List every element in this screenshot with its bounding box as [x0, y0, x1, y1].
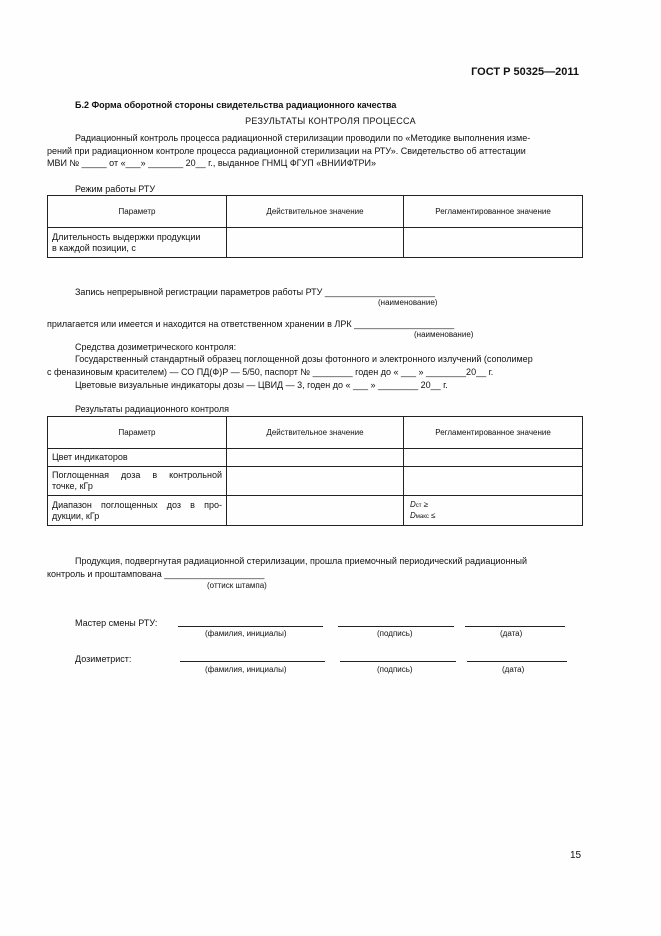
dosimetrist-signature-line[interactable] [340, 661, 456, 662]
table2-cell-range-regulated[interactable] [404, 496, 583, 526]
registration-line-2: прилагается или имеется и находится на ответственном хранении в ЛРК ____________________ [47, 319, 455, 329]
dose-max-subscript: макс [415, 513, 429, 520]
dosimetrist-date-caption: (дата) [502, 665, 525, 674]
dose-max-sign: ≤ [431, 510, 436, 520]
dose-max-symbol: D [410, 510, 416, 520]
registration-line-1: Запись непрерывной регистрации параметров работы РТУ ______________________ [75, 287, 436, 297]
table2-cell-dose-actual[interactable] [227, 467, 404, 496]
intro-line-3: МВИ № _____ от «___» _______ 20__ г., выданное ГНМЦ ФГУП «ВНИИФТРИ» [47, 158, 377, 168]
registration-caption-1: (наименование) [378, 298, 438, 307]
dosimetrist-name-line[interactable] [180, 661, 325, 662]
stamp-caption: (оттиск штампа) [207, 581, 267, 590]
conclusion-line-1: Продукция, подвергнутая радиационной стерилизации, прошла приемочный периодический радиационный [75, 556, 527, 566]
dosimetrist-date-line[interactable] [467, 661, 567, 662]
table2-row-dose-range-line2: дукции, кГр [52, 510, 100, 521]
table2-row-indicator-color: Цвет индикаторов [48, 449, 227, 467]
table2-cell-range-actual[interactable] [227, 496, 404, 526]
table2-header-actual: Действительное значение [227, 417, 404, 449]
conclusion-line-2: контроль и проштампована ____________________ [47, 569, 265, 579]
dosimetry-line-3: Цветовые визуальные индикаторы дозы — ЦВИД — 3, годен до « ___ » ________ 20__ г. [75, 380, 448, 390]
table1-row-exposure-line2: в каждой позиции, с [52, 242, 136, 253]
table2-cell-dose-regulated[interactable] [404, 467, 583, 496]
table2-cell-color-regulated[interactable] [404, 449, 583, 467]
table1-row-exposure [48, 228, 227, 258]
table2-header-regulated: Регламентированное значение [404, 417, 583, 449]
table1-header-regulated: Регламентированное значение [404, 196, 583, 228]
master-signature-line[interactable] [338, 626, 454, 627]
table2-header-param: Параметр [48, 417, 227, 449]
dose-min-expression [410, 500, 578, 511]
table-control-results [47, 416, 583, 526]
table-rtu-mode [47, 195, 583, 258]
master-label: Мастер смены РТУ: [75, 618, 158, 628]
standard-number: ГОСТ Р 50325—2011 [471, 66, 579, 78]
table2-cell-color-actual[interactable] [227, 449, 404, 467]
table1-header-param: Параметр [48, 196, 227, 228]
table2-row-dose-range [48, 496, 227, 526]
table1-row-exposure-line1: Длительность выдержки продукции [52, 231, 201, 242]
dosimetrist-sign-caption: (подпись) [377, 665, 413, 674]
dose-min-sign: ≥ [423, 499, 429, 509]
table1-cell-regulated[interactable] [404, 228, 583, 258]
table2-label: Результаты радиационного контроля [75, 404, 229, 414]
master-name-line[interactable] [178, 626, 323, 627]
table2-row-absorbed-dose-line1: Поглощенная доза в контрольной [52, 470, 222, 480]
master-name-caption: (фамилия, инициалы) [205, 629, 287, 638]
registration-caption-2: (наименование) [414, 330, 474, 339]
dosimetry-line-2: с феназиновым красителем) — СО ПД(Ф)Р — 5/50, паспорт № ________ годен до « ___ » ________20__ г. [47, 367, 494, 377]
dosimetrist-label: Дозиметрист: [75, 654, 132, 664]
table1-cell-actual[interactable] [227, 228, 404, 258]
dosimetry-line-1: Государственный стандартный образец поглощенной дозы фотонного и электронного излучений (сополимер [75, 354, 533, 364]
page-number: 15 [570, 850, 582, 861]
master-date-line[interactable] [465, 626, 565, 627]
dosimetrist-name-caption: (фамилия, инициалы) [205, 665, 287, 674]
dose-min-symbol: D [410, 499, 416, 509]
master-sign-caption: (подпись) [377, 629, 413, 638]
dosimetry-title: Средства дозиметрического контроля: [75, 342, 237, 352]
table2-row-absorbed-dose-line2: точке, кГр [52, 481, 93, 491]
master-date-caption: (дата) [500, 629, 523, 638]
table2-row-dose-range-line1: Диапазон поглощенных доз в про- [52, 499, 222, 510]
section-title: Б.2 Форма оборотной стороны свидетельства радиационного качества [75, 100, 397, 110]
intro-line-2: рений при радиационном контроле процесса радиационной стерилизации на РТУ». Свидетельство об аттестации [47, 146, 526, 156]
section-subtitle: РЕЗУЛЬТАТЫ КОНТРОЛЯ ПРОЦЕССА [245, 116, 416, 126]
dose-min-subscript: ст [415, 502, 422, 509]
table2-row-absorbed-dose [48, 467, 227, 496]
dose-max-expression [410, 511, 578, 522]
intro-line-1: Радиационный контроль процесса радиационной стерилизации проводили по «Методике выполнения изме- [75, 133, 531, 143]
table1-header-actual: Действительное значение [227, 196, 404, 228]
table1-label: Режим работы РТУ [75, 184, 156, 194]
